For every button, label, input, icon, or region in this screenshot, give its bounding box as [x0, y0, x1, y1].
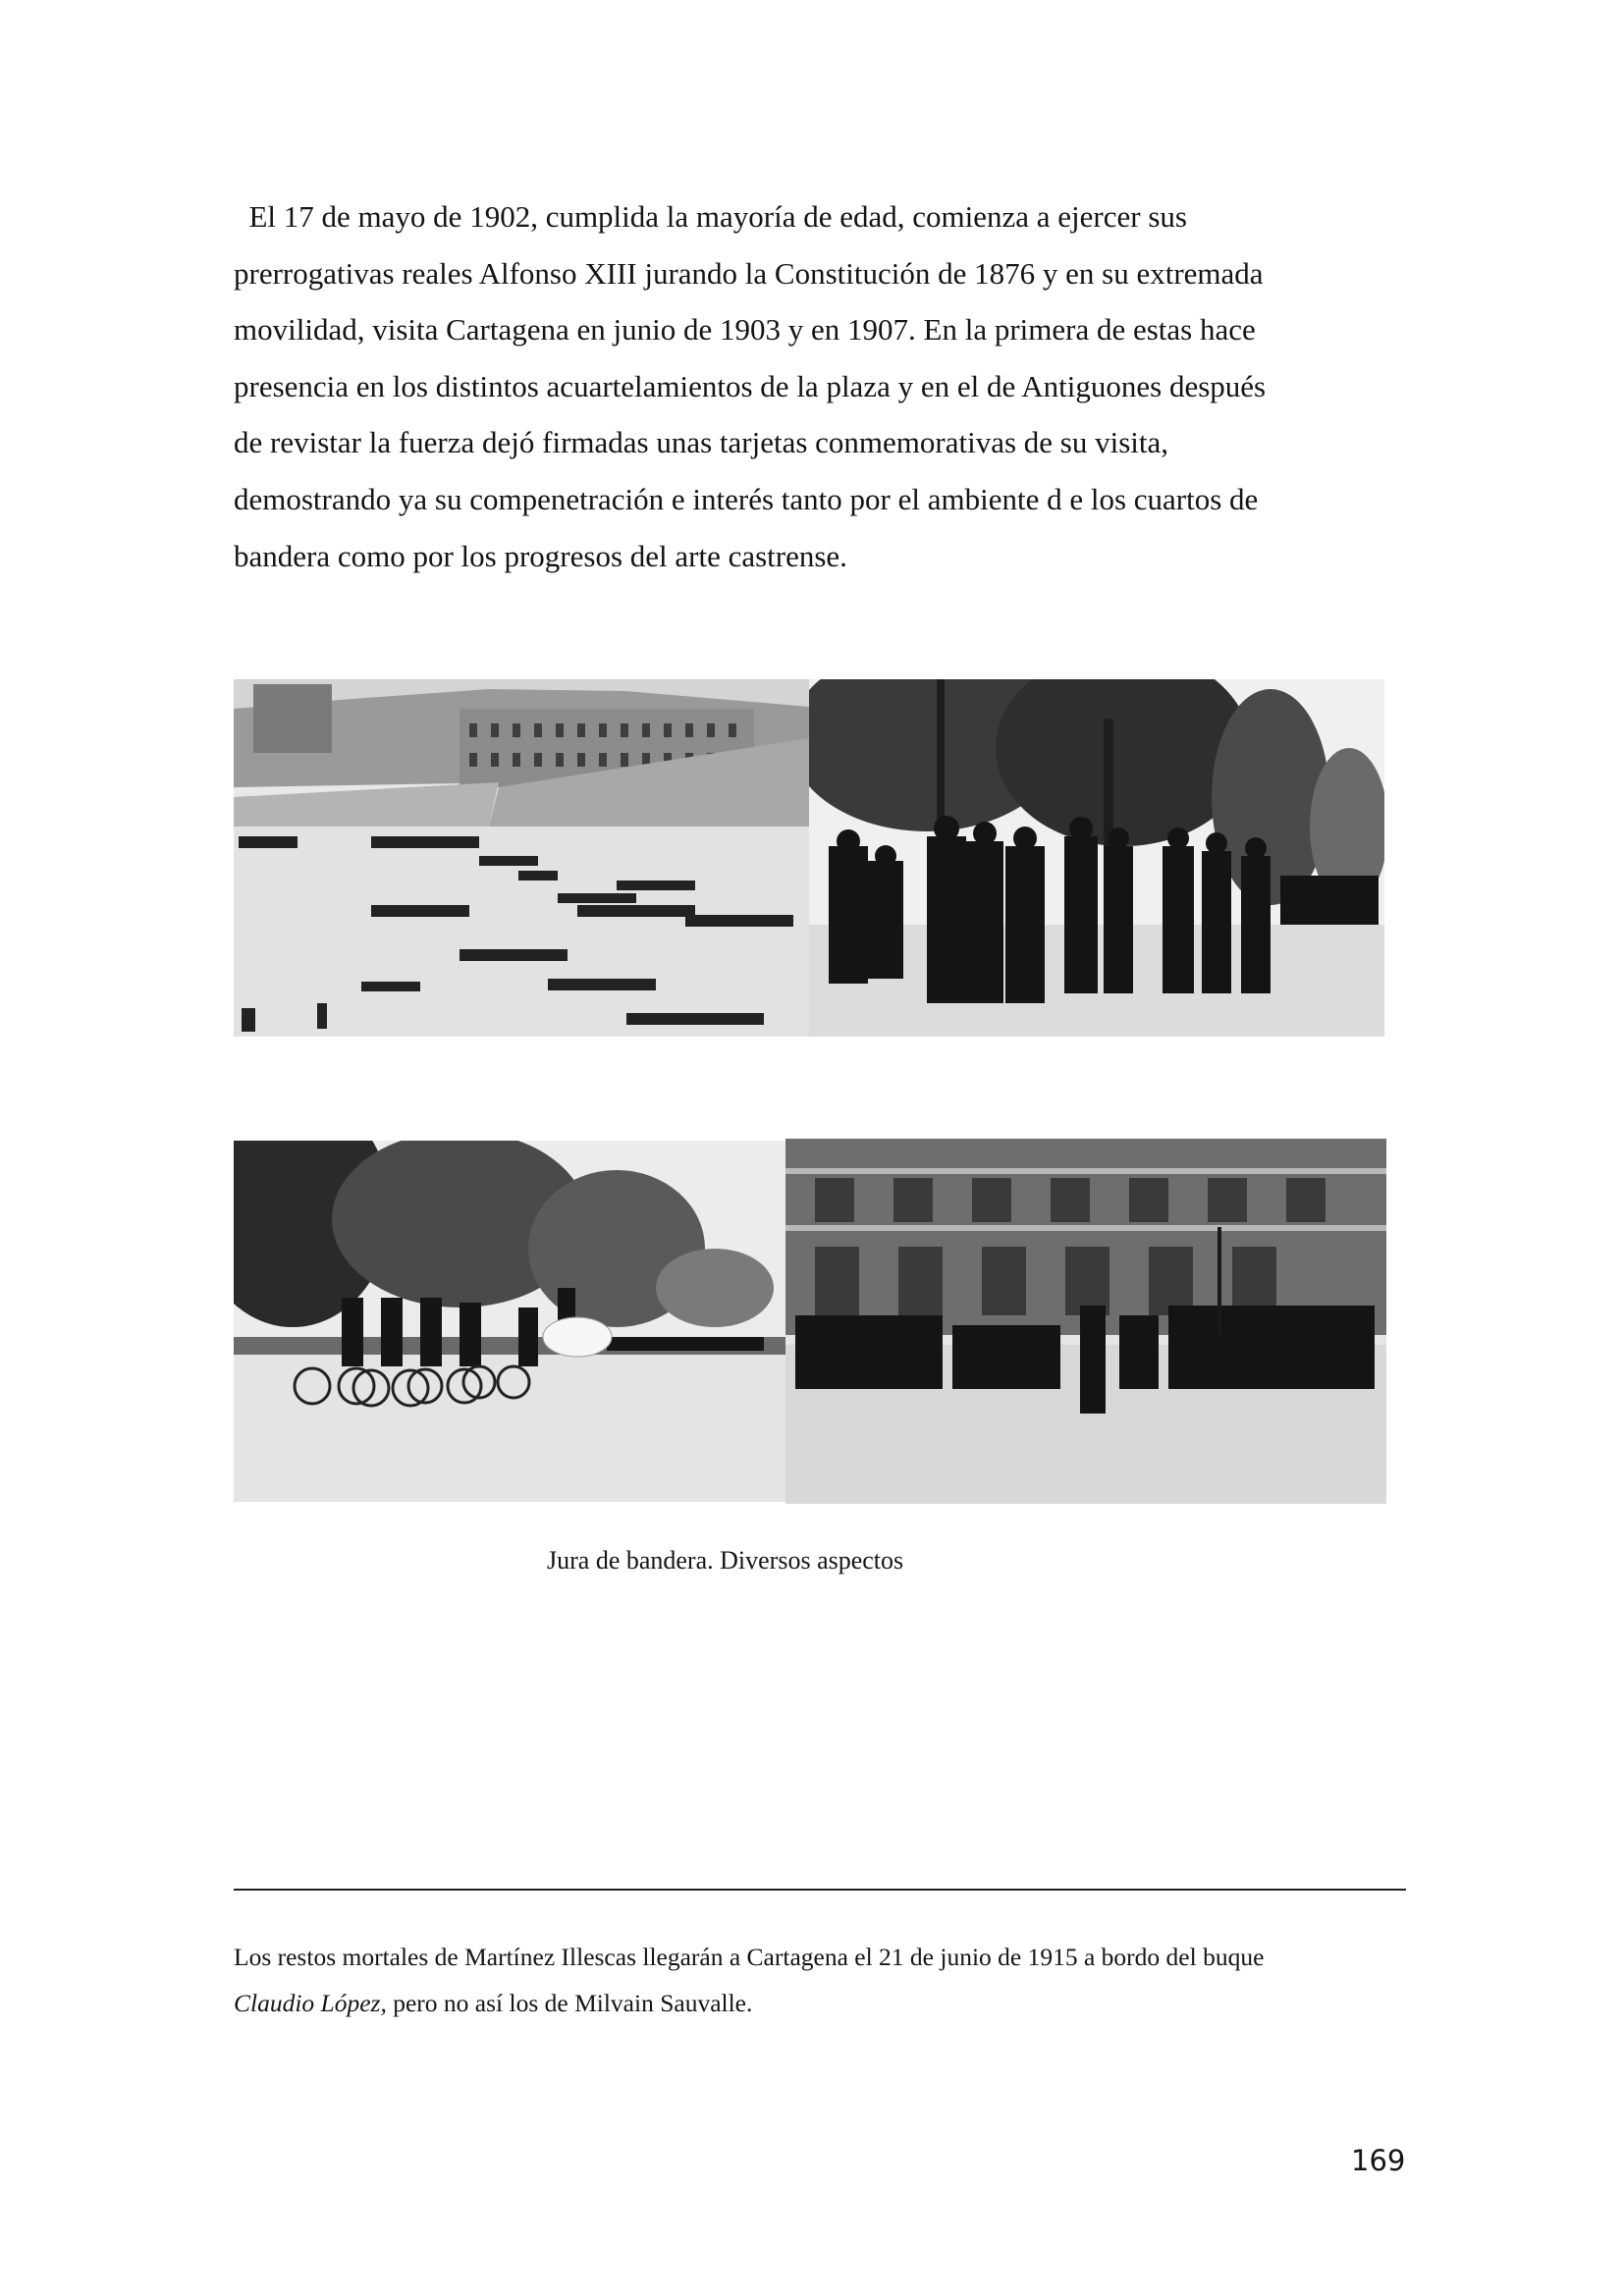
body-line: movilidad, visita Cartagena en junio de 1903 y en 1907. En la primera de estas hace [234, 312, 1256, 347]
footnote-line-2-rest: pero no así los de Milvain Sauvalle. [386, 1989, 753, 2017]
footnote-line-2 [234, 1980, 1412, 2026]
body-line: presencia en los distintos acuartelamientos de la plaza y en el de Antiguones después [234, 368, 1267, 403]
footnote [234, 1934, 1412, 2026]
figure-caption: Jura de bandera. Diversos aspectos [547, 1546, 904, 1575]
photo-barracks-parade [234, 679, 809, 1037]
body-paragraph [234, 188, 1412, 584]
ship-name: Claudio López, [234, 1989, 387, 2017]
footnote-line-1: Los restos mortales de Martínez Illescas llegarán a Cartagena el 21 de junio de 1915 a bordo del buque [234, 1943, 1265, 1971]
body-line: demostrando ya su compenetración e interés tanto por el ambiente d e los cuartos de [234, 481, 1259, 516]
photo-courtyard-troops [785, 1139, 1386, 1504]
body-line: prerrogativas reales Alfonso XIII jurando la Constitución de 1876 y en su extremada [234, 255, 1264, 291]
footnote-divider [234, 1889, 1406, 1891]
photo-cyclists-avenue [234, 1141, 785, 1502]
page-number: 169 [1351, 2144, 1406, 2177]
body-line: de revistar la fuerza dejó firmadas unas tarjetas conmemorativas de su visita, [234, 425, 1169, 460]
photo-officers-trees [809, 679, 1384, 1037]
body-line: bandera como por los progresos del arte castrense. [234, 538, 847, 573]
body-line: El 17 de mayo de 1902, cumplida la mayoría de edad, comienza a ejercer sus [234, 199, 1187, 234]
